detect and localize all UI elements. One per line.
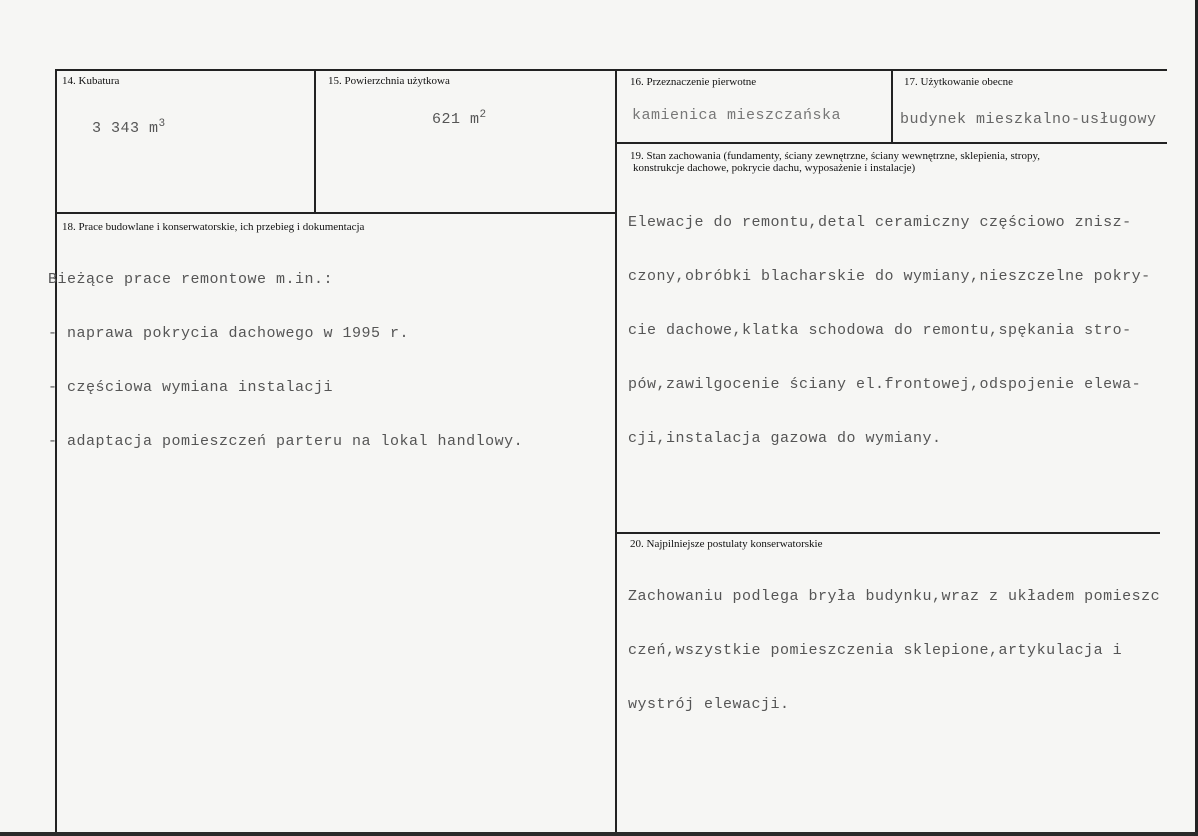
prace-text: [48, 235, 523, 487]
prace-line: - częściowa wymiana instalacji: [48, 379, 334, 396]
stan-label-line1: 19. Stan zachowania (fundamenty, ściany zewnętrzne, ściany wewnętrzne, sklepienia, stropy,: [630, 150, 1041, 162]
kubatura-exponent: 3: [158, 118, 166, 130]
kubatura-label: 14. Kubatura: [62, 75, 120, 87]
stan-line: cie dachowe,klatka schodowa do remontu,spękania stro-: [628, 322, 1132, 339]
przeznaczenie-value: kamienica mieszczańska: [632, 107, 842, 124]
prace-label: 18. Prace budowlane i konserwatorskie, ich przebieg i dokumentacja: [62, 221, 365, 233]
center-rule: [615, 69, 617, 832]
kubatura-number: 3 343 m: [92, 120, 159, 137]
stan-line: cji,instalacja gazowa do wymiany.: [628, 430, 942, 447]
divider-14-15: [314, 69, 316, 213]
rule-16-17-bottom: [616, 142, 1167, 144]
postulaty-label: 20. Najpilniejsze postulaty konserwatorskie: [630, 538, 823, 550]
postulaty-line: czeń,wszystkie pomieszczenia sklepione,artykulacja i: [628, 642, 1123, 659]
postulaty-line: Zachowaniu podlega bryła budynku,wraz z układem pomieszc: [628, 588, 1161, 605]
powierzchnia-number: 621 m: [432, 111, 480, 128]
powierzchnia-label: 15. Powierzchnia użytkowa: [328, 75, 450, 87]
divider-16-17: [891, 69, 893, 143]
prace-line: Bieżące prace remontowe m.in.:: [48, 271, 334, 288]
scan-edge-bottom: [0, 832, 1198, 836]
stan-label: [630, 150, 1130, 174]
prace-line: - adaptacja pomieszczeń parteru na lokal handlowy.: [48, 433, 524, 450]
powierzchnia-exponent: 2: [479, 109, 487, 121]
postulaty-line: wystrój elewacji.: [628, 696, 790, 713]
stan-text: [628, 178, 1151, 484]
powierzchnia-value: [432, 107, 487, 128]
rule-20-top: [616, 532, 1160, 534]
uzytkowanie-value: budynek mieszkalno-usługowy: [900, 111, 1157, 128]
stan-label-line2: konstrukcje dachowe, pokrycie dachu, wyposażenie i instalacje): [633, 162, 916, 174]
uzytkowanie-label: 17. Użytkowanie obecne: [904, 76, 1014, 88]
kubatura-value: [92, 116, 166, 137]
przeznaczenie-label: 16. Przeznaczenie pierwotne: [630, 76, 757, 88]
stan-line: Elewacje do remontu,detal ceramiczny częściowo znisz-: [628, 214, 1132, 231]
prace-line: - naprawa pokrycia dachowego w 1995 r.: [48, 325, 410, 342]
top-rule: [56, 69, 1167, 71]
postulaty-text: [628, 552, 1194, 750]
rule-18-top: [56, 212, 616, 214]
stan-line: pów,zawilgocenie ściany el.frontowej,odspojenie elewa-: [628, 376, 1142, 393]
stan-line: czony,obróbki blacharskie do wymiany,nieszczelne pokry-: [628, 268, 1151, 285]
